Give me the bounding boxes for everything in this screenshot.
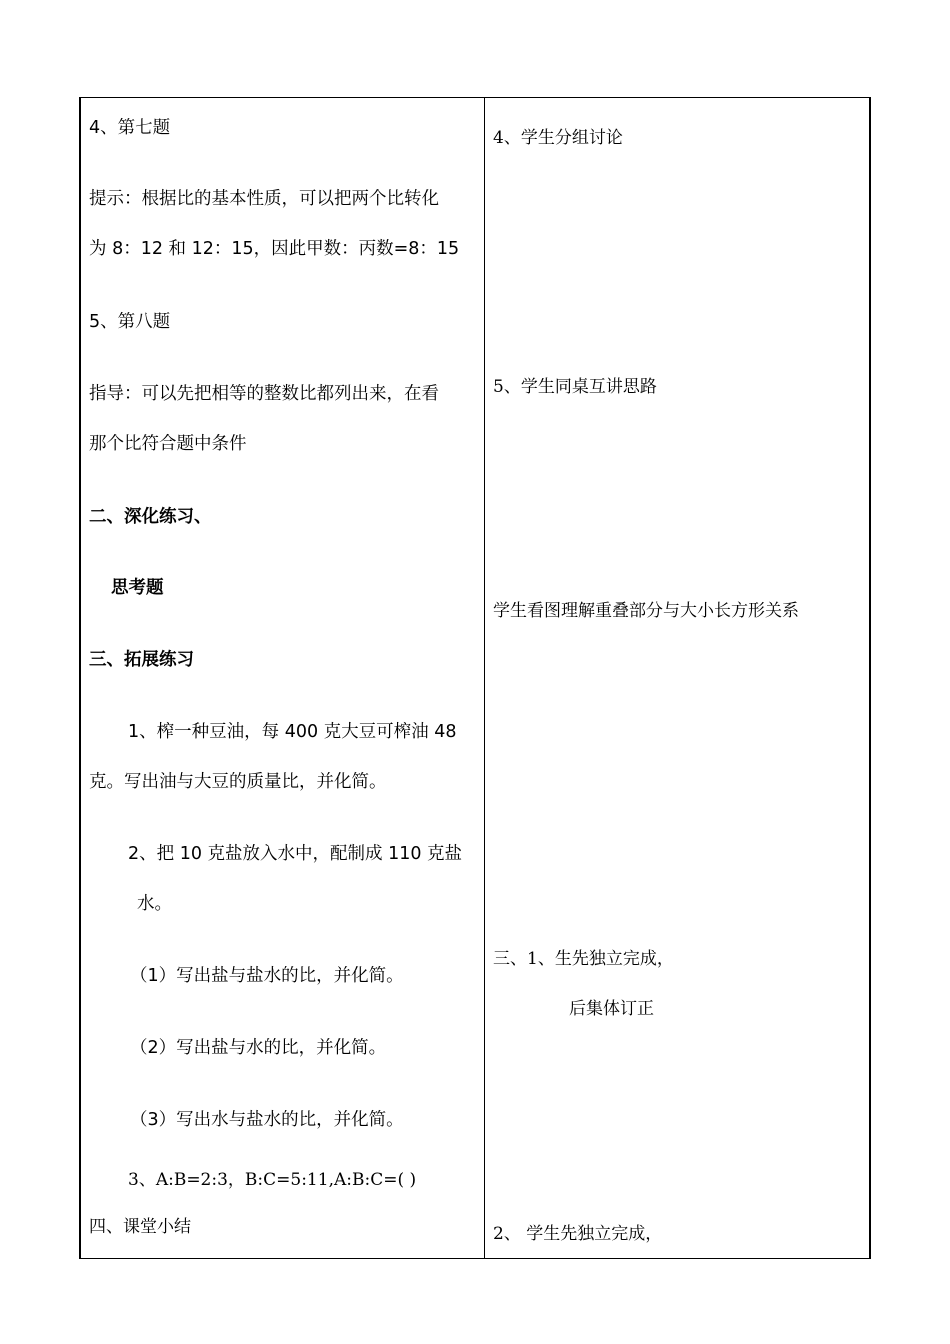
section-4-heading: 四、课堂小结 [89, 1217, 191, 1237]
section-3-heading: 三、拓展练习 [89, 650, 194, 670]
student-activity-3-1-correct: 后集体订正 [569, 999, 654, 1019]
student-activity-4: 4、学生分组讨论 [493, 128, 623, 148]
item-5-heading: 5、第八题 [89, 312, 171, 332]
exercise-2-sub-2: （2）写出盐与水的比，并化简。 [130, 1038, 387, 1058]
section-2-heading: 二、深化练习、 [89, 507, 212, 527]
exercise-2-line-1: 2、把 10 克盐放入水中，配制成 110 克盐 [128, 844, 463, 864]
guide-line-2: 那个比符合题中条件 [89, 434, 247, 454]
guide-line-1: 指导：可以先把相等的整数比都列出来，在看 [89, 384, 439, 404]
thinking-question: 思考题 [111, 578, 164, 598]
item-4-heading: 4、第七题 [89, 118, 171, 138]
hint-line-1: 提示：根据比的基本性质，可以把两个比转化 [89, 189, 439, 209]
exercise-2-line-2: 水。 [137, 894, 172, 914]
exercise-2-sub-3: （3）写出水与盐水的比，并化简。 [130, 1110, 404, 1130]
exercise-3: 3、A:B=2:3，B:C=5:11,A:B:C=( ) [128, 1170, 417, 1190]
column-divider [484, 98, 485, 1258]
student-activity-2: 2、 学生先独立完成， [493, 1224, 663, 1244]
exercise-2-sub-1: （1）写出盐与盐水的比，并化简。 [130, 966, 404, 986]
exercise-1-line-1: 1、榨一种豆油，每 400 克大豆可榨油 48 [128, 722, 457, 742]
student-activity-diagram: 学生看图理解重叠部分与大小长方形关系 [493, 601, 799, 621]
exercise-1-line-2: 克。写出油与大豆的质量比，并化简。 [89, 772, 387, 792]
hint-line-2: 为 8：12 和 12：15，因此甲数：丙数=8：15 [89, 239, 460, 259]
lesson-table [79, 97, 871, 1259]
student-activity-5: 5、学生同桌互讲思路 [493, 377, 657, 397]
student-activity-3-1: 三、1、生先独立完成， [493, 949, 674, 969]
